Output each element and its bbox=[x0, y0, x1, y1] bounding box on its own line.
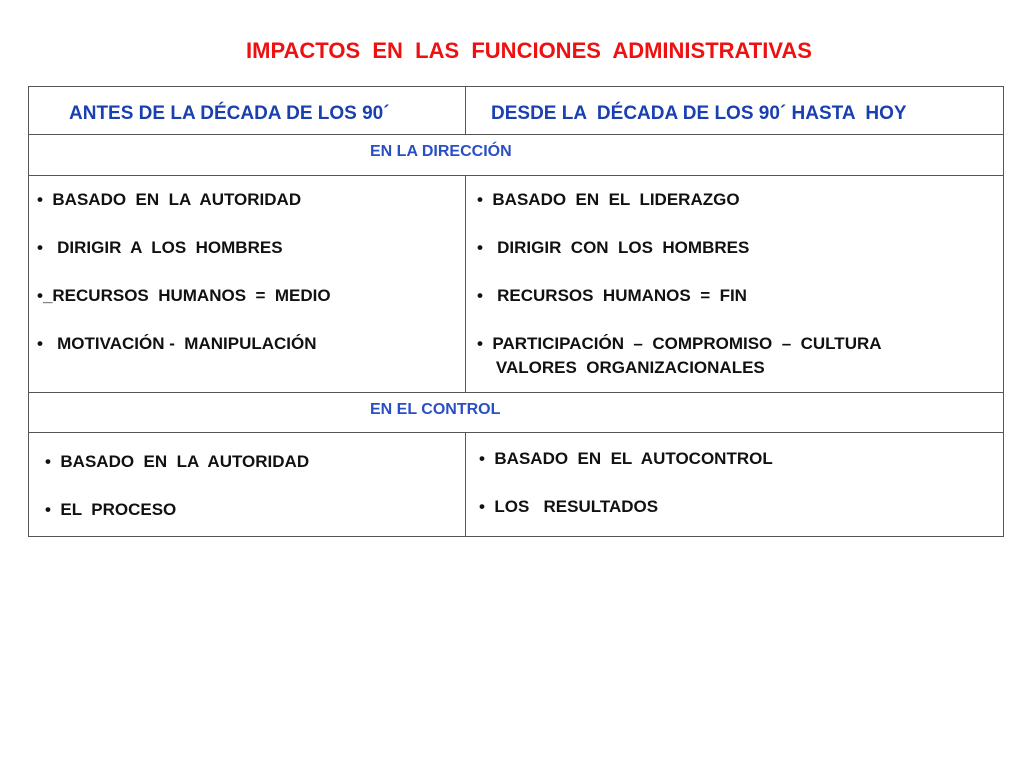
column-divider bbox=[465, 87, 466, 134]
left-column-header: ANTES DE LA DÉCADA DE LOS 90´ bbox=[69, 103, 390, 124]
list-item: • EL PROCESO bbox=[45, 500, 177, 519]
row-divider bbox=[29, 134, 1003, 135]
row-divider bbox=[29, 175, 1003, 176]
list-item: • DIRIGIR A LOS HOMBRES bbox=[37, 238, 283, 257]
list-item: • DIRIGIR CON LOS HOMBRES bbox=[477, 238, 750, 257]
slide-title: IMPACTOS EN LAS FUNCIONES ADMINISTRATIVAS bbox=[246, 38, 812, 63]
comparison-table bbox=[28, 86, 1004, 537]
section-label-direccion: EN LA DIRECCIÓN bbox=[370, 143, 512, 160]
list-item: • BASADO EN LA AUTORIDAD bbox=[45, 452, 310, 471]
list-item: • PARTICIPACIÓN – COMPROMISO – CULTURA bbox=[477, 334, 882, 353]
section-label-control: EN EL CONTROL bbox=[370, 401, 501, 418]
column-divider bbox=[465, 432, 466, 536]
list-item: • BASADO EN EL LIDERAZGO bbox=[477, 190, 740, 209]
list-item: • BASADO EN LA AUTORIDAD bbox=[37, 190, 302, 209]
list-item: • BASADO EN EL AUTOCONTROL bbox=[479, 449, 773, 468]
row-divider bbox=[29, 392, 1003, 393]
list-item-continuation: VALORES ORGANIZACIONALES bbox=[477, 358, 765, 377]
list-item: • MOTIVACIÓN - MANIPULACIÓN bbox=[37, 334, 317, 353]
column-divider bbox=[465, 175, 466, 392]
list-item: •_RECURSOS HUMANOS = MEDIO bbox=[37, 286, 331, 305]
right-column-header: DESDE LA DÉCADA DE LOS 90´ HASTA HOY bbox=[491, 103, 907, 124]
list-item: • RECURSOS HUMANOS = FIN bbox=[477, 286, 747, 305]
list-item: • LOS RESULTADOS bbox=[479, 497, 659, 516]
row-divider bbox=[29, 432, 1003, 433]
